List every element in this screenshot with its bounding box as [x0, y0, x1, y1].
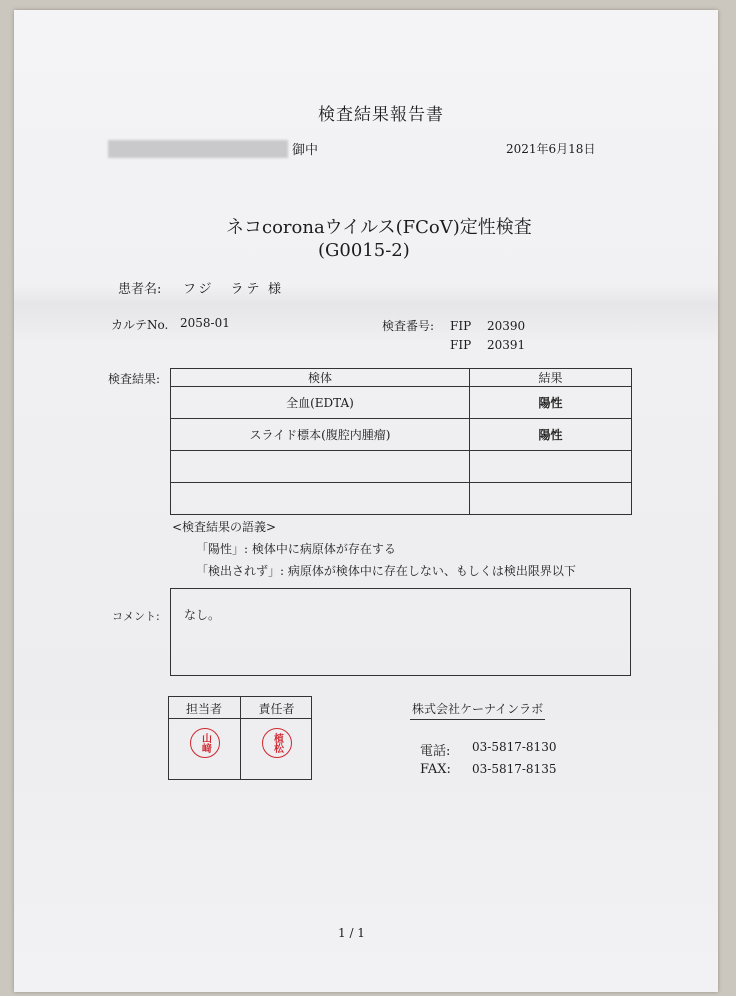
table-row — [171, 387, 632, 419]
exam-number-2: FIP 20391 — [450, 338, 526, 352]
result-cell — [470, 483, 632, 515]
patient-suffix: 様 — [268, 282, 282, 297]
result-cell — [470, 451, 632, 483]
exam-code: (G0015-2) — [318, 240, 410, 261]
staff-seal-stamp: 山﨑 — [190, 728, 220, 758]
exam-title: ネコcoronaウイルス(FCoV)定性検査 — [226, 217, 532, 238]
redacted-recipient — [108, 140, 288, 158]
specimen-cell: 全血(EDTA) — [171, 387, 470, 419]
recipient-suffix: 御中 — [292, 143, 319, 158]
results-label: 検査結果: — [108, 372, 161, 386]
fax-label: FAX: — [420, 762, 451, 777]
result-cell: 陽性 — [470, 387, 632, 419]
fax-number: 03-5817-8135 — [472, 762, 557, 776]
comment-label: コメント: — [112, 610, 160, 623]
report-title: 検査結果報告書 — [318, 105, 444, 125]
signature-header-supervisor: 責任者 — [258, 702, 295, 716]
company-name: 株式会社ケーナインラボ — [410, 700, 545, 720]
comment-text: なし。 — [184, 608, 221, 622]
results-table — [170, 368, 632, 515]
exam-number-1: FIP 20390 — [450, 319, 526, 333]
column-header-result: 結果 — [470, 369, 632, 387]
chart-number-label: カルテNo. — [111, 318, 169, 332]
chart-number-value: 2058-01 — [180, 316, 230, 330]
signature-header-staff: 担当者 — [185, 702, 222, 716]
specimen-cell — [171, 483, 470, 515]
table-row — [171, 419, 632, 451]
phone-label: 電話: — [420, 744, 451, 759]
result-cell: 陽性 — [470, 419, 632, 451]
column-header-specimen: 検体 — [171, 369, 470, 387]
table-row — [171, 483, 632, 515]
phone-number: 03-5817-8130 — [472, 740, 557, 754]
specimen-cell: スライド標本(腹腔内腫瘤) — [171, 419, 470, 451]
comment-box — [170, 588, 631, 676]
supervisor-seal-stamp: 植松 — [262, 728, 292, 758]
report-date: 2021年6月18日 — [506, 142, 596, 156]
glossary-item-not-detected: 「検出されず」: 病原体が検体中に存在しない、もしくは検出限界以下 — [196, 564, 576, 578]
patient-name: フジ ラテ — [183, 282, 263, 297]
patient-label: 患者名: — [118, 282, 162, 297]
page-number: 1 / 1 — [338, 926, 365, 940]
specimen-cell — [171, 451, 470, 483]
exam-number-label: 検査番号: — [382, 319, 435, 333]
results-header-row — [171, 369, 632, 387]
glossary-title: <検査結果の語義> — [172, 520, 277, 534]
table-row — [171, 451, 632, 483]
glossary-item-positive: 「陽性」: 検体中に病原体が存在する — [196, 542, 396, 556]
